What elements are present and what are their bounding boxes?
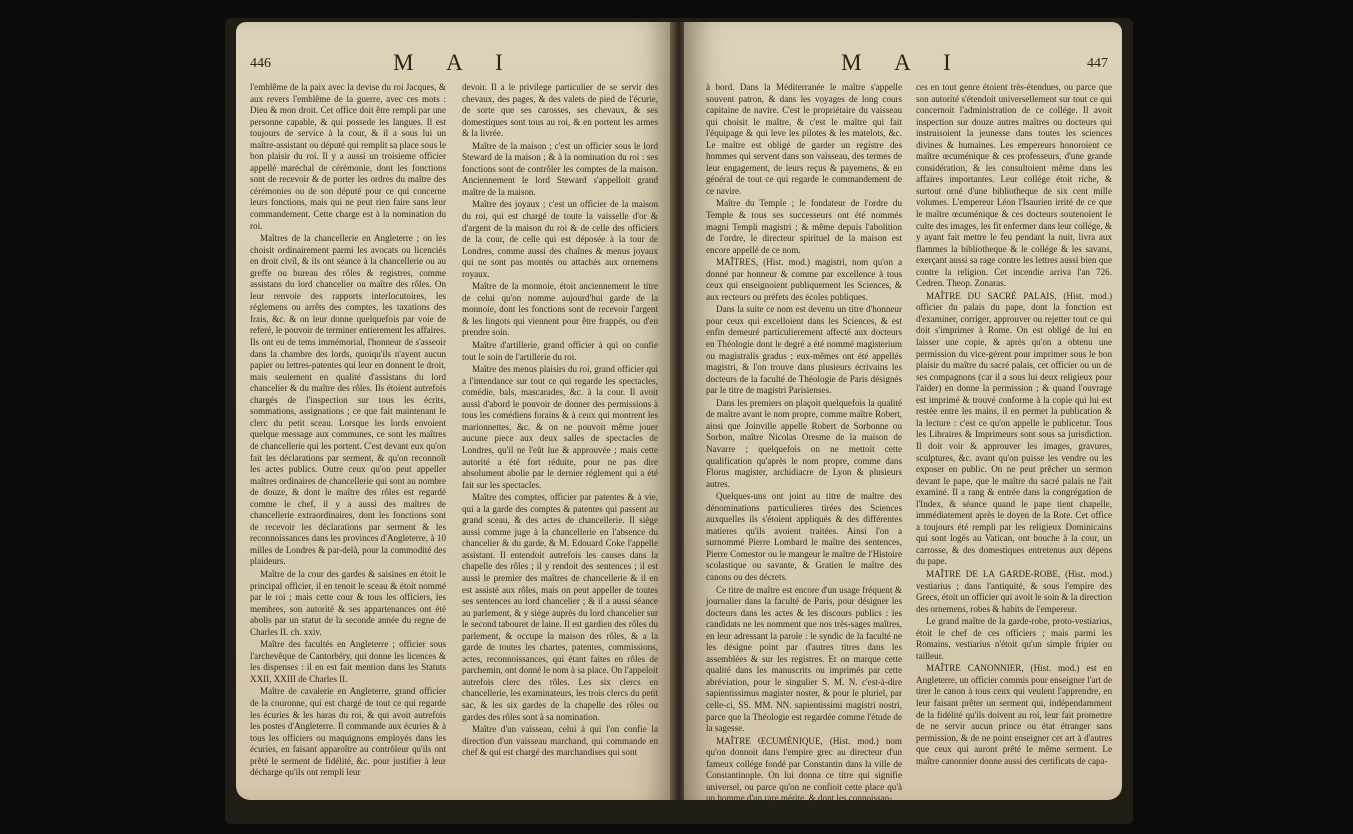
paragraph: l'emblême de la paix avec la devise du roi Jacques, & aux revers l'emblême de la guerre, avec ces mots : Dieu & mon droit. Cet office doit être rempli par une personne capable, & qui possede les langues. Il est toujours de service à la cour, & il a sous lui un maître-assistant ou député qui remplit sa place sous le bon plaisir du roi. Il y a aussi un troisieme officier appellé maréchal de cérémonie, dont les fonctions sont de recevoir & de porter les ordres du maître des cérémonies ou de son député pour ce qui concerne leurs fonctions, mais qui ne peut rien faire sans leur commandement. Cette charge est à la nomination du roi. (250, 82, 446, 231)
paragraph: Maître de la cour des gardes & saisines en étoit le principal officier, il en tenoit le sceau & étoit nommé par le roi ; mais cette cour & tous les officiers, les membres, son autorité & ses appartenances ont été abolis par un statut de la seconde année du regne de Charles II. ch. xxiv. (250, 568, 446, 637)
left-column-1 (250, 82, 446, 790)
paragraph: Maître des facultés en Angleterre ; officier sous l'archevêque de Cantorbéry, qui donne les licences & les dispenses : il en est fait mention dans les Statuts XXII, XXIII de Charles II. (250, 639, 446, 684)
right-page (684, 22, 1122, 804)
paragraph: Quelques-uns ont joint au titre de maître des dénominations particulieres tirées des Sciences auxquelles ils s'étoient appliqués & des différentes matieres qu'ils avoient traitées. Ainsi l'on a surnommé Pierre Lombard le maître des sentences, Pierre Comestor ou le mangeur le maître de l'Histoire scolastique ou savante, & Gratien le maître des canons ou des décrets. (706, 491, 902, 582)
paragraph: Maître d'artillerie, grand officier à qui on confie tout le soin de l'artillerie du roi. (462, 340, 658, 362)
paragraph: Maître des comptes, officier par patentes & à vie, qui a la garde des comptes & patentes qui passent au grand sceau, & des actes de chancellerie. Il siège aussi comme juge à la chancellerie en l'absence du chancelier & du garde, & M. Edouard Coke l'appelle assistant. Il entendoit autrefois les causes dans la chapelle des rôles ; il y rendoit des sentences ; il est aussi le premier des maîtres de chancellerie & il en est assisté aux rôles, mais on peut appeller de toutes ses sentences au lord chancelier ; & il a aussi séance au parlement, & y siége auprès du lord chancelier sur le second tabouret de laine. Il est gardien des rôles du parlement, & occupe la maison des rôles, & a la garde de toutes les chartes, patentes, commissions, actes, reconnoissances, qui étant faites en rôles de parchemin, ont donné le nom à sa place. On l'appeloit autrefois clerc des rôles. Les six clercs en chancellerie, les examinateurs, les trois clercs du petit sac, & les six gardes de la chapelle des rôles ou gardes des rôles sont à sa nomination. (462, 492, 658, 722)
left-column-2 (462, 82, 658, 790)
paragraph: devoir. Il a le privilege particulier de se servir des chevaux, des pages, & des valets de pied de l'écurie, de sorte que ses carosses, ses chevaux, & ses domestiques sont tous au roi, & en portent les armes & la livrée. (462, 82, 658, 139)
paragraph: MAÎTRES, (Hist. mod.) magistri, nom qu'on a donné par honneur & comme par excellence à tous ceux qui enseignoient publiquement les Sciences, & aux recteurs ou préfets des écoles publiques. (706, 257, 902, 302)
left-page-number: 446 (250, 56, 271, 71)
paragraph: Maître de la monnoie, étoit anciennement le titre de celui qu'on nomme aujourd'hui garde de la monnoie, dont les fonctions sont de recevoir l'argent & les lingots qui viennent pour être frappés, ou d'en prendre soin. (462, 281, 658, 338)
paragraph: MAÎTRE DE LA GARDE-ROBE, (Hist. mod.) vestiarius ; dans l'antiquité, & sous l'empire des Grecs, étoit un officier qui avoit le soin & la direction des ornemens, robes & habits de l'empereur. (916, 568, 1112, 614)
paragraph: ces en tout genre étoient très-étendues, ou parce que son autorité s'étendoit universellement sur tout ce qui concernoit l'administration de ce collége. Il avoit inspection sur douze autres maîtres ou docteurs qui instruisoient la jeunesse dans toutes les sciences divines & humaines. Les empereurs honoroient ce maître œcuménique & ces professeurs, d'une grande considération, & les consultoient même dans les affaires importantes. Leur collége étoit riche, & surtout orné d'une bibliotheque de six cent mille volumes. L'empereur Léon l'Isaurien irrité de ce que le maître œcuménique & ces docteurs soutenoient le culte des images, les fit enfermer dans leur collége, & y ayant fait mettre le feu pendant la nuit, livra aux flammes la bibliotheque & le collége & les savans, exerçant aussi sa rage contre les lettres aussi bien que contre la religion. Cet incendie arriva l'an 726. Cedren. Theop. Zonaras. (916, 82, 1112, 289)
paragraph: à bord. Dans la Méditerranée le maître s'appelle souvent patron, & dans les voyages de long cours capitaine de navire. C'est le propriétaire du vaisseau qui choisit le maître, & c'est le maître qui fait l'équipage & qui leve les pilotes & les matelots, &c. Le maître est obligé de garder un registre des hommes qui servent dans son vaisseau, des termes de leur engagement, de leurs reçus & payemens, & en général de tout ce qui regarde le commandement de ce navire. (706, 82, 902, 196)
paragraph: Maître des menus plaisirs du roi, grand officier qui a l'intendance sur tout ce qui regarde les spectacles, comédie, bals, mascarades, &c. à la cour. Il avoit aussi d'abord le pouvoir de donner des permissions à tous les comédiens forains & à ceux qui montrent les marionnettes, &c. & on ne pouvoit même jouer aucune piece aux deux salles de spectacles de Londres, qu'il ne l'eût lue & approuvée ; mais cette autorité a été fort réduite, pour ne pas dire absolument abolie par le dernier réglement qui a été fait sur les spectacles. (462, 364, 658, 490)
paragraph: Maître des joyaux ; c'est un officier de la maison du roi, qui est chargé de toute la vaisselle d'or & d'argent de la maison du roi & de celle des officiers de la cour, de celle qui est déposée à la tour de Londres, comme aussi des chaînes & menus joyaux qui ne sont pas montés ou attachés aux ornemens royaux. (462, 199, 658, 279)
right-column-2 (916, 82, 1112, 790)
paragraph: Le grand maître de la garde-robe, proto-vestiarius, étoit le chef de ces officiers ; mais parmi les Romains, vestiarius n'étoit qu'un simple fripier ou tailleur. (916, 616, 1112, 661)
left-page (236, 22, 674, 800)
left-running-head: M A I (393, 50, 517, 75)
paragraph: Maître du Temple ; le fondateur de l'ordre du Temple & tous ses successeurs ont été nommés magni Templi magistri ; & même depuis l'abolition de l'ordre, le directeur spirituel de la maison est encore appellé de ce nom. (706, 198, 902, 255)
paragraph: Dans les premiers on plaçoit quelquefois la qualité de maître avant le nom propre, comme maître Robert, ainsi que Joinville appelle Robert de Sorbonne ou Sorbon, maître Nicolas Oresme de la maison de Navarre ; quelquefois on ne mettoit cette qualification qu'après le nom propre, comme dans Florus magister, archidiacre de Lyon & plusieurs autres. (706, 397, 902, 489)
right-running-head: M A I (841, 50, 965, 75)
paragraph: MAÎTRE ŒCUMÉNIQUE, (Hist. mod.) nom qu'on donnoit dans l'empire grec au directeur d'un fameux collége fondé par Constantin dans la ville de Constantinople. On lui donna ce titre qui signifie universel, ou parce qu'on ne confioit cette place qu'à un homme d'un rare mérite, & dont les connoissan- (706, 735, 902, 804)
paragraph: Maître de la maison ; c'est un officier sous le lord Steward de la maison ; & à la nomination du roi : ses fonctions sont de contrôler les comptes de la maison. Anciennement le lord Steward s'appelloit grand maître de la maison. (462, 140, 658, 197)
paragraph: Maîtres de la chancellerie en Angleterre ; on les choisit ordinairement parmi les avocats ou licenciés en droit civil, & ils ont séance à la chancellerie ou au greffe ou bureau des rôles & registres, comme assistans du lord chancelier ou maître des rôles. On leur renvoie des rapports interlocutoires, les réglemens ou arrêts des comptes, les taxations des frais, &c. & on leur donne quelquefois par voie de referé, le pouvoir de terminer entierement les affaires. Ils ont eu de tems immémorial, l'honneur de s'asseoir dans la chambre des lords, quoiqu'ils n'ayent aucun papier ou lettres-patentes qui leur en donnent le droit, mais seulement en qualité d'assistans du lord chancelier & du maître des rôles. Ils étoient autrefois chargés de l'inspection sur tous les écrits, sommations, assignations ; ce que fait maintenant le clerc du petit sceau. Lorsque les lords envoient quelque message aux communes, ce sont les maîtres de chancellerie qui les portent. C'est devant eux qu'on fait les déclarations par serment, & qu'on reconnoît les actes publics. Outre ceux qu'on peut appeller maîtres ordinaires de chancellerie qui sont au nombre de douze, & dont le maître des rôles est regardé comme le chef, il y a aussi des maîtres de chancellerie extraordinaires, dont les fonctions sont de recevoir les déclarations par serment & les reconnoissances dans les provinces d'Angleterre, à 10 milles de Londres & par-delà, pour la commodité des plaideurs. (250, 233, 447, 567)
paragraph: Maître d'un vaisseau, celui à qui l'on confie la direction d'un vaisseau marchand, qui commande en chef & qui est chargé des marchandises qui sont (462, 724, 658, 758)
paragraph: Ce titre de maître est encore d'un usage fréquent & journalier dans la faculté de Paris, pour désigner les docteurs dans les actes & les discours publics : les candidats ne les nomment que nos très-sages maîtres, en leur adressant la parole : le syndic de la faculté ne les désigne point par d'autres titres dans les assemblées & sur les registres. Et on marque cette qualité dans les manuscrits ou imprimés par cette abréviation, pour le singulier S. M. N. c'est-à-dire sapientissimus magister noster, & pour le pluriel, par celle-ci, SS. MM. NN. sapientissimi magistri nostri, parce que la Théologie est regardée comme l'étude de la sagesse. (706, 584, 902, 734)
right-page-number: 447 (1087, 56, 1108, 71)
right-column-1 (706, 82, 902, 804)
paragraph: Maître de cavalerie en Angleterre, grand officier de la couronne, qui est chargé de tout ce qui regarde les écuries & les haras du roi, & qui avoit autrefois les postes d'Angleterre. Il commande aux écuries & à tous les officiers ou maquignons employés dans les écuries, en faisant apparoître au contrôleur qu'ils ont prêté le serment de fidélité, &c. pour justifier à leur décharge qu'ils ont rempli leur (250, 686, 446, 778)
paragraph: Dans la suite ce nom est devenu un titre d'honneur pour ceux qui excelloient dans les Sciences, & est enfin demeuré particulierement affecté aux docteurs en Théologie dont le degré a été nommé magisterium ou magistralis gradus ; eux-mêmes ont été appellés magistri, & l'on trouve dans plusieurs écrivains les docteurs de la faculté de Théologie de Paris désignés par le titre de magistri Parisienses. (706, 304, 902, 396)
paragraph: MAÎTRE CANONNIER, (Hist. mod.) est en Angleterre, un officier commis pour enseigner l'art de tirer le canon à tous ceux qui veulent l'apprendre, en leur faisant prêter un serment qui, indépendamment de la fidélité qu'ils doivent au roi, leur fait promettre de ne servir aucun prince ou état étranger sans permission, & de ne point enseigner cet art à d'autres que ceux qui auront prêté le même serment. Le maître canonnier donne aussi des certificats de capa- (916, 663, 1112, 766)
paragraph: MAÎTRE DU SACRÉ PALAIS, (Hist. mod.) officier du palais du pape, dont la fonction est d'examiner, corriger, approuver ou rejetter tout ce qui doit s'imprimer à Rome. On est obligé de lui en laisser une copie, & après qu'on a obtenu une permission du vice-gérent pour imprimer sous le bon plaisir du maître du sacré palais, cet officier ou un de ses compagnons (car il a sous lui deux religieux pour l'aider) en donne la permission ; & quand l'ouvrage est imprimé & trouvé conforme à la copie qui lui est restée entre les mains, il en permet la publication & la lecture : c'est ce qu'on appelle le publicetur. Tous les Libraires & Imprimeurs sont sous sa jurisdiction. Il doit voir & approuver les images, gravures, sculptures, &c. avant qu'on puisse les vendre ou les exposer en public. On ne peut prêcher un sermon devant le pape, que le maître du sacré palais ne l'ait examiné. Il a rang & entrée dans la congrégation de l'Index, & séance quand le pape tient chapelle, immédiatement après le doyen de la Rote. Cet office a toujours été rempli par les religieux Dominicains qui sont logés au Vatican, ont bouche à la cour, un carrosse, & des domestiques entretenus aux dépens du pape. (916, 290, 1112, 567)
